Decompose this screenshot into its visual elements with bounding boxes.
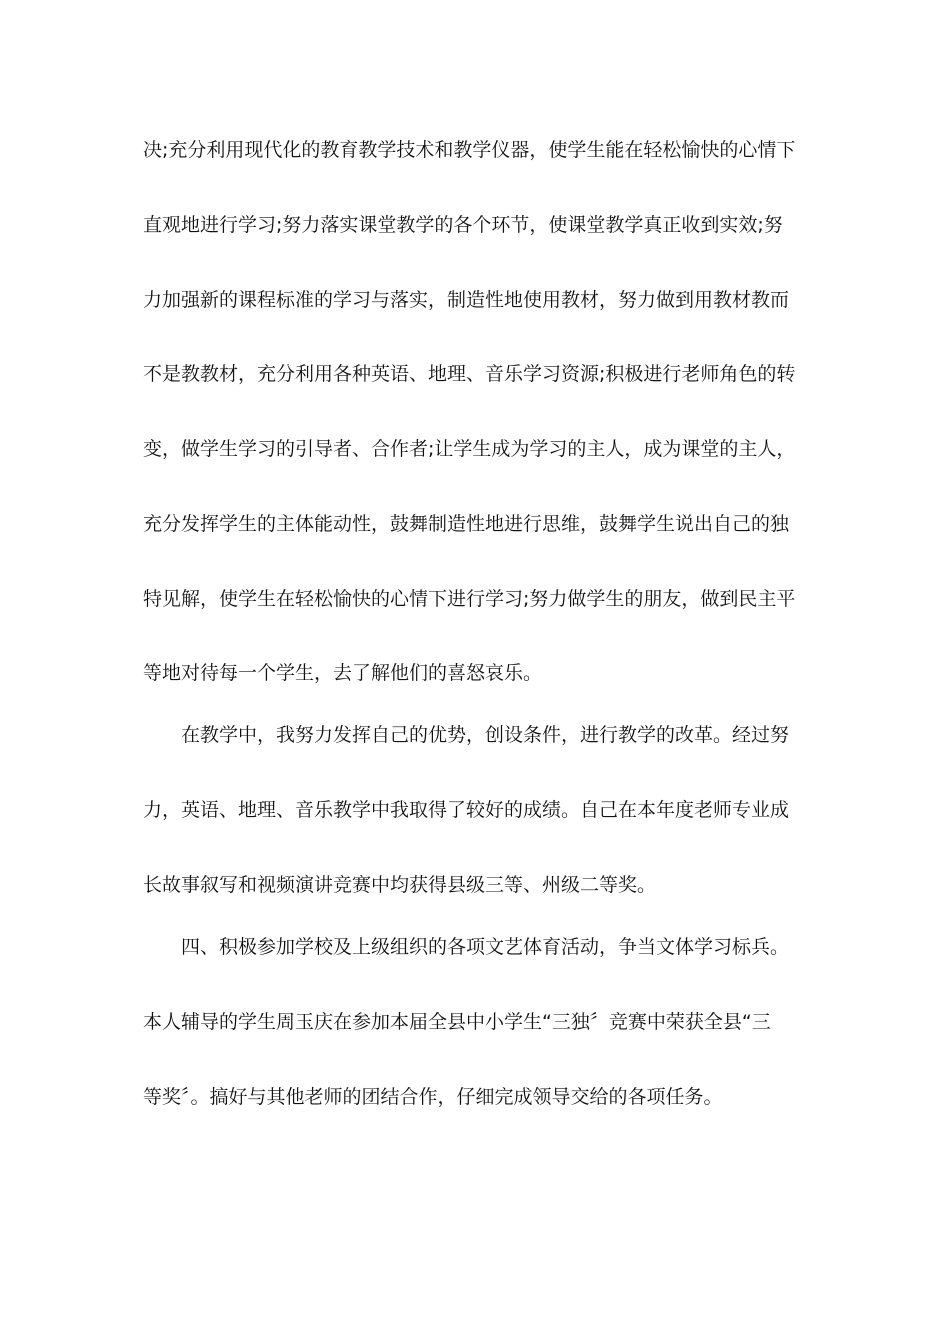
text-line: 等地对待每一个学生，去了解他们的喜怒哀乐。 [143,662,543,684]
paragraph-first-line: 在教学中，我努力发挥自己的优势，创设条件，进行教学的改革。经过努 [181,724,790,746]
text-line: 直观地进行学习;努力落实课堂教学的各个环节，使课堂教学真正收到实效;努 [143,214,783,236]
text-line: 充分发挥学生的主体能动性，鼓舞制造性地进行思维，鼓舞学生说出自己的独 [143,513,790,535]
text-line: 长故事叙写和视频演讲竞赛中均获得县级三等、州级二等奖。 [143,874,657,896]
text-line: 本人辅导的学生周玉庆在参加本届全县中小学生“三独〞竞赛中荣获全县“三 [143,1011,771,1033]
text-line: 力，英语、地理、音乐教学中我取得了较好的成绩。自己在本年度老师专业成 [143,799,790,821]
section-heading-line: 四、积极参加学校及上级组织的各项文艺体育活动，争当文体学习标兵。 [181,936,790,958]
text-line: 不是教教材，充分利用各种英语、地理、音乐学习资源;积极进行老师角色的转 [143,363,796,385]
text-line: 力加强新的课程标准的学习与落实，制造性地使用教材，努力做到用教材教而 [143,289,790,311]
text-line: 决;充分利用现代化的教育教学技术和教学仪器，使学生能在轻松愉快的心情下 [143,139,796,161]
text-line: 特见解，使学生在轻松愉快的心情下进行学习;努力做学生的朋友，做到民主平 [143,588,796,610]
text-line: 变，做学生学习的引导者、合作者;让学生成为学习的主人，成为课堂的主人， [143,438,796,460]
text-line: 等奖〞。搞好与其他老师的团结合作，仔细完成领导交给的各项任务。 [143,1086,723,1108]
